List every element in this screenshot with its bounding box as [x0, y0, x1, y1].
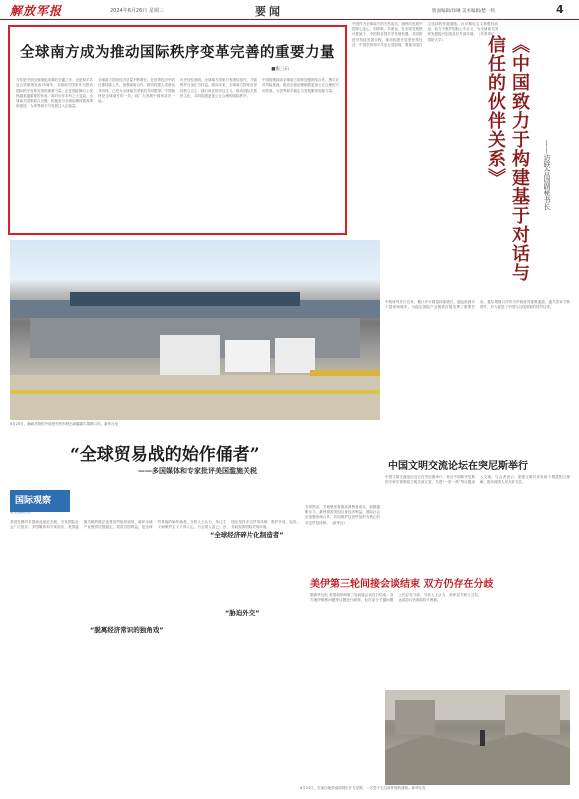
lead-article[interactable] — [8, 25, 347, 235]
sidebar-article: 中国作为全球南方的天然成员，始终同发展中国家心连心、同呼吸、共命运。在全球发展倡议框架下，中国同各国共享发展机遇，共同推进可持续发展议程，推动构建开放型世界经济。中国坚持和平共处五项原则，尊重各国自主选择的发展道路，反对霸权主义和强权政治，致力于维护国际公平正义，为全球南方国家发展振兴创造良好外部环境。（作者单位：国防大学） — [352, 22, 498, 47]
quote-article-subhead: “胁迫外交” — [225, 609, 260, 617]
lead-article-column: 中国将继续同全球南方国家加强团结合作，携手应对风险挑战，推动全球治理朝着更加公正合理的方向发展，为世界和平稳定与发展繁荣贡献力量。 — [262, 78, 339, 93]
quote-article-subtitle: ——多国媒体和专家批评美国滥施关税 — [138, 467, 257, 475]
quote-article-center-column: 专家指出，关税壁垒将推高消费者成本，加剧通胀压力，最终损害美国自身经济利益。国际社会应加强协调合作，共同维护以世贸组织为核心的多边贸易体制。（新华社） — [305, 505, 380, 525]
lead-article-column: 今年是中国全面深化改革的关键之年，也是和平共处五项原则发表70周年。全球南方国家作为推动国际秩序变革完善的重要力量，正在国际舞台上发挥越来越重要的作用。面对百年未有之大变局，全球南方国家联合自强，积极参与全球治理体系改革和建设，为世界和平与发展注入正能量。 — [16, 78, 93, 109]
vertical-feature-title[interactable]: 《中国致力于构建基于对话与信任的伙伴关系》 — [485, 35, 530, 282]
section-name: 要闻 — [255, 5, 283, 18]
lead-article-column: 全球南方国家经济总量不断增长，在世界经济中的比重持续上升。加强南南合作，推动构建人类命运共同体，已成为全球南方国家的共同愿望。中国始终是全球南方的一员，同广大发展中国家站在一起。 — [98, 78, 175, 104]
quote-article-body: 美国近期对多国商品加征关税，引发国际社会广泛批评。多国媒体和专家指出，美国滥施关税的做法违背世贸组织规则，破坏全球产业链供应链稳定，损害各国利益，是全球贸易战的始作俑者。分析人士认为，单边主义和保护主义不得人心，只会损人害己。各国应坚持多边贸易体制，维护开放、包容、非歧视的国际贸易环境。 — [10, 520, 300, 530]
quote-article-title[interactable]: “全球贸易战的始作俑者” — [70, 445, 260, 465]
quote-article-subhead: “全球经济碎片化制造者” — [210, 531, 284, 539]
us-iran-talks-title[interactable]: 美伊第三轮间接会谈结束 双方仍存在分歧 — [310, 579, 494, 590]
us-iran-talks-body: 据新华社电 美国和伊朗第三轮间接会谈近日结束。双方就伊朗核问题等议题进行磋商，但在部分关键问题上仍存在分歧。分析人士认为，美伊双方缺乏互信，达成协议仍面临较大困难。 — [310, 593, 482, 603]
cn-forum-body: 中国文明交流论坛近日在突尼斯举行，来自中国和突尼斯的专家学者围绕文明交流互鉴、共建“一带一路”等议题深入交流。与会者表示，加强文明对话有助于增进相互理解，推动两国人民友好交往。 — [385, 475, 570, 485]
port-scene-image — [10, 240, 380, 420]
cn-forum-title[interactable]: 中国文明交流论坛在突尼斯举行 — [388, 461, 528, 472]
lead-article-byline: ■张三石 — [271, 67, 289, 72]
lead-article-title[interactable]: 全球南方成为推动国际秩序变革完善的重要力量 — [20, 45, 335, 61]
news-photo-rubble[interactable] — [385, 690, 570, 785]
international-observation-badge: 国际观察 — [10, 490, 70, 512]
vertical-feature-subtitle: ——访联合国副秘书长 — [543, 140, 551, 210]
lead-article-body — [16, 78, 339, 228]
page-number: 4 — [556, 3, 564, 16]
issue-date: 2024年6月26日 星期三 — [110, 8, 164, 14]
editor-credits: 版面编辑/徐琳 美术编辑/楚一鸣 — [432, 9, 495, 14]
photo-caption: 6月25日，满载货物的中欧班列货车驶出新疆霍尔果斯口岸。新华社发 — [10, 422, 119, 426]
newspaper-logo: 解放军报 — [10, 4, 63, 18]
badge-subtitle: 聚焦国际热点 — [10, 510, 31, 514]
quote-article-subhead: “脱离经济常识的独角戏” — [90, 626, 164, 634]
news-photo-port[interactable] — [10, 240, 380, 420]
rubble-scene-image — [385, 690, 570, 785]
lead-article-column: 历史经验表明，全球南方国家只有团结协作，才能维护自身正当权益。面向未来，全球南方国家应坚持独立自主，践行真正的多边主义，推动国际关系民主化，共同构建更加公正合理的国际秩序。 — [180, 78, 257, 98]
photo2-caption: 6月24日，在加沙地带南部城市汗尤尼斯，一名男子走过被炸毁的建筑。新华社发 — [300, 786, 426, 790]
right-article: 中欧班列开行以来，累计开行数量持续增长，通达欧洲多个国家和城市，为稳定国际产业链供应链发挥了重要作用。霍尔果斯口岸作为中欧班列重要通道，通关效率不断提升，有力促进了中国与沿线国家的经贸往来。 — [385, 300, 570, 310]
